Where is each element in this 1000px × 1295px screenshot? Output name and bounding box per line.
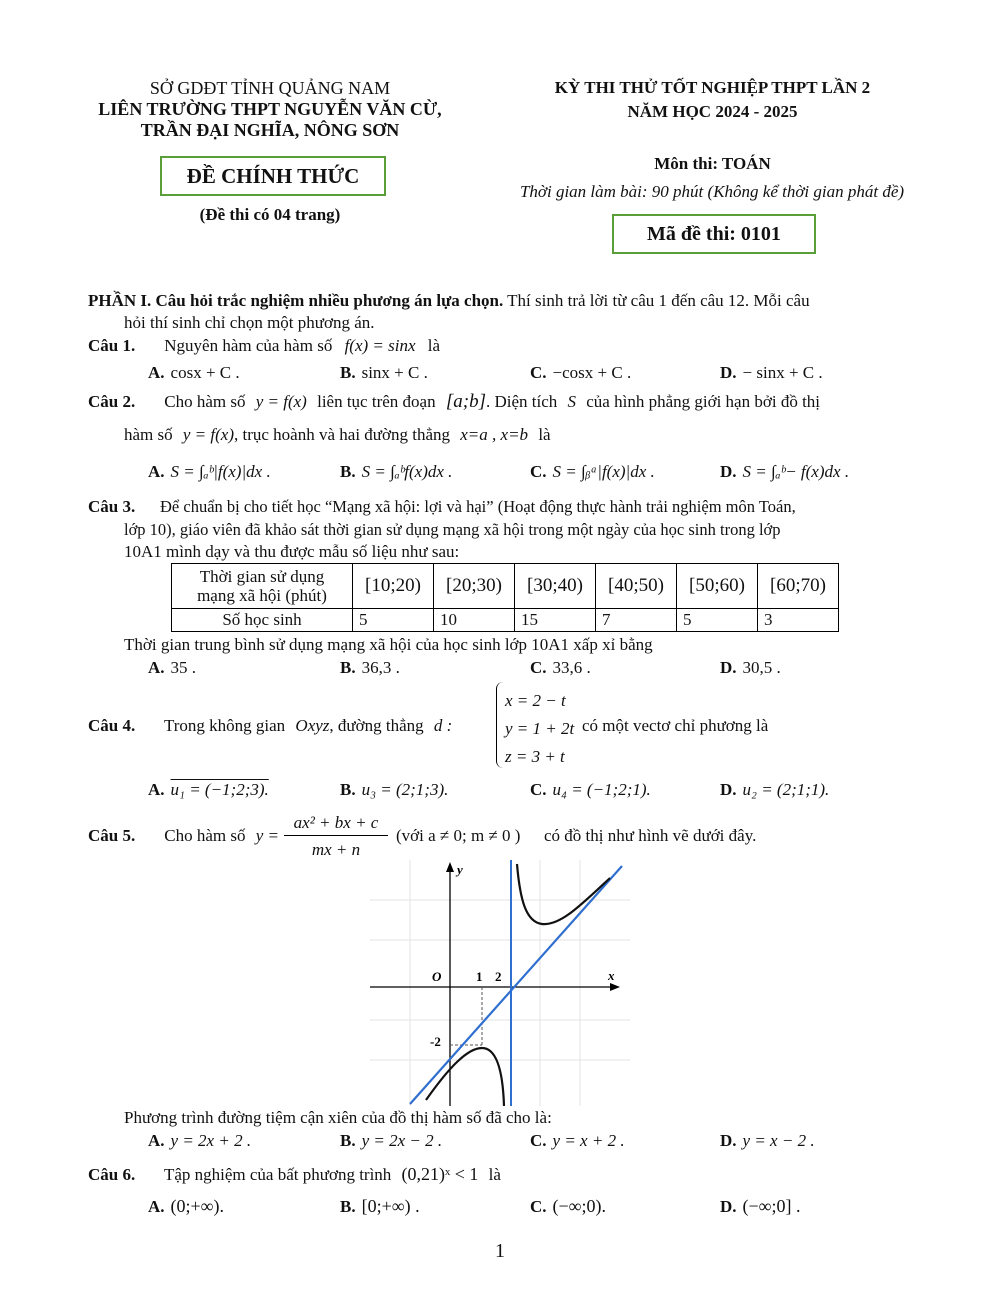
table-count: 15 [515, 609, 596, 632]
q2-s: S [567, 392, 577, 411]
origin-label: O [432, 969, 442, 984]
q2-option-a[interactable]: A. S = ∫ₐᵇ|f(x)|dx . [148, 462, 271, 481]
q1-option-b[interactable]: B. sinx + C . [340, 363, 428, 382]
q5-fraction: ax² + bx + c mx + n [284, 813, 388, 860]
tick-label-2: 2 [495, 969, 502, 984]
q3-option-d[interactable]: D. 30,5 . [720, 658, 781, 677]
guide-lines [450, 987, 482, 1045]
q2-label: Câu 2. [88, 392, 136, 411]
q3-option-a[interactable]: A. 35 . [148, 658, 197, 677]
q4-option-d[interactable]: D. u₂ = (2;1;1). [720, 780, 830, 799]
q1-func: f(x) = sinx [344, 336, 416, 355]
q1-option-a[interactable]: A. cosx + C . [148, 363, 240, 382]
q6-option-a[interactable]: A. (0;+∞). [148, 1196, 225, 1216]
part1-instruction-2: hỏi thí sinh chỉ chọn một phương án. [124, 313, 375, 332]
school-line2: TRẦN ĐẠI NGHĨA, NÔNG SƠN [140, 120, 400, 140]
tick-label-minus2: -2 [430, 1034, 441, 1049]
header-right [490, 78, 935, 122]
y-axis-arrow-icon [446, 862, 454, 872]
tick-label-1: 1 [476, 969, 483, 984]
q5-question: Phương trình đường tiệm cận xiên của đồ thị hàm số đã cho là: [124, 1108, 552, 1127]
q2-option-d[interactable]: D. S = ∫ₐᵇ− f(x)dx . [720, 462, 850, 481]
q5-option-a[interactable]: A. y = 2x + 2 . [148, 1131, 252, 1150]
q5-text-b: có đồ thị như hình vẽ dưới đây. [544, 826, 757, 845]
q3-question: Thời gian trung bình sử dụng mạng xã hội của học sinh lớp 10A1 xấp xỉ bằng [124, 635, 653, 654]
part1-instruction: Thí sinh trả lời từ câu 1 đến câu 12. Mỗi câu [503, 291, 810, 310]
table-interval: [30;40) [515, 564, 596, 609]
q2-text-c: . Diện tích [485, 392, 558, 411]
official-badge: ĐỀ CHÍNH THỨC [160, 156, 386, 196]
school-line1: LIÊN TRƯỜNG THPT NGUYỄN VĂN CỪ, [98, 99, 442, 119]
q4-option-b[interactable]: B. u₃ = (2;1;3). [340, 780, 449, 799]
q4-label: Câu 4. [88, 716, 136, 735]
q5-y: y = [255, 826, 280, 845]
x-axis-arrow-icon [610, 983, 620, 991]
q6-option-b[interactable]: B. [0;+∞) . [340, 1196, 420, 1216]
table-interval: [60;70) [758, 564, 839, 609]
q4-text-a: Trong không gian [163, 716, 286, 735]
q4-d: d : [433, 716, 453, 735]
x-axis-label: x [608, 968, 615, 983]
q1-text: Nguyên hàm của hàm số [164, 336, 333, 355]
exam-code: Mã đề thi: 0101 [612, 214, 816, 254]
q2-option-c[interactable]: C. S = ∫ᵦᵃ|f(x)|dx . [530, 462, 655, 481]
school-year: NĂM HỌC 2024 - 2025 [627, 102, 798, 121]
q2-text-b: liên tục trên đoạn [317, 392, 436, 411]
q2-func: y = f(x) [255, 392, 307, 411]
table-header-time: Thời gian sử dụng mạng xã hội (phút) [172, 564, 353, 609]
q1-option-c[interactable]: C. −cosx + C . [530, 363, 632, 382]
q3-option-c[interactable]: C. 33,6 . [530, 658, 591, 677]
q6-text: Tập nghiệm của bất phương trình [163, 1165, 392, 1184]
pages-note: (Đề thi có 04 trang) [199, 205, 341, 224]
q5-option-d[interactable]: D. y = x − 2 . [720, 1131, 815, 1150]
q3-line3: 10A1 mình dạy và thu được mẫu số liệu như sau: [124, 542, 460, 561]
q1-option-d[interactable]: D. − sinx + C . [720, 363, 823, 382]
part1-title: PHẦN I. Câu hỏi trắc nghiệm nhiều phương án lựa chọn. [88, 291, 504, 310]
frequency-table [171, 563, 839, 632]
q2-option-b[interactable]: B. S = ∫ₐᵇf(x)dx . [340, 462, 453, 481]
q1-tail: là [427, 336, 441, 355]
question-4 [88, 716, 452, 736]
table-count: 10 [434, 609, 515, 632]
q4-brace [496, 682, 503, 768]
q3-line2: lớp 10), giáo viên đã khảo sát thời gian sử dụng mạng xã hội trong một ngày của học sinh trong lớp [124, 520, 781, 539]
table-count: 3 [758, 609, 839, 632]
q6-tail: là [488, 1165, 501, 1184]
table-count: 5 [677, 609, 758, 632]
q1-label: Câu 1. [88, 336, 136, 355]
table-header-count: Số học sinh [172, 609, 353, 632]
q4-text-c: có một vectơ chỉ phương là [582, 716, 769, 735]
department: SỞ GDĐT TỈNH QUẢNG NAM [149, 78, 391, 98]
q5-option-b[interactable]: B. y = 2x − 2 . [340, 1131, 443, 1150]
table-interval: [50;60) [677, 564, 758, 609]
q5-condition: (với a ≠ 0; m ≠ 0 ) [396, 826, 521, 845]
oblique-asymptote [410, 866, 622, 1104]
page-number: 1 [495, 1240, 505, 1262]
question-1 [88, 336, 440, 356]
q6-inequality: (0,21)ˣ < 1 [401, 1164, 479, 1184]
q6-option-c[interactable]: C. (−∞;0). [530, 1196, 607, 1216]
q3-line1: Để chuẩn bị cho tiết học “Mạng xã hội: lợi và hại” (Hoạt động thực hành trải nghiệm môn Toán, [160, 497, 796, 516]
table-count: 7 [596, 609, 677, 632]
table-count: 5 [353, 609, 434, 632]
y-axis-label: y [457, 862, 463, 877]
part1-heading [88, 291, 928, 311]
q6-label: Câu 6. [88, 1165, 136, 1184]
q3-option-b[interactable]: B. 36,3 . [340, 658, 400, 677]
function-graph [370, 860, 630, 1106]
q5-label: Câu 5. [88, 826, 136, 845]
q4-text-b: , đường thẳng [329, 716, 424, 735]
q5-option-c[interactable]: C. y = x + 2 . [530, 1131, 625, 1150]
question-6 [88, 1164, 501, 1185]
question-3 [88, 497, 928, 517]
q5-text-a: Cho hàm số [164, 826, 246, 845]
table-interval: [20;30) [434, 564, 515, 609]
subject: Môn thi: TOÁN [654, 154, 771, 173]
q4-space: Oxyz [295, 716, 330, 735]
q6-option-d[interactable]: D. (−∞;0] . [720, 1196, 801, 1216]
q2-text-d: của hình phẳng giới hạn bởi đồ thị [586, 392, 821, 411]
question-5 [88, 826, 279, 846]
header-left [60, 78, 480, 141]
q2-text-a: Cho hàm số [164, 392, 246, 411]
exam-title: KỲ THI THỬ TỐT NGHIỆP THPT LẦN 2 [554, 78, 871, 97]
q2-line2: hàm số y = f(x), trục hoành và hai đường thẳng x=a , x=b là [124, 425, 551, 444]
question-2 [88, 391, 928, 413]
duration: Thời gian làm bài: 90 phút (Không kể thời gian phát đề) [519, 182, 905, 201]
left-branch [426, 1048, 504, 1106]
q3-label: Câu 3. [88, 497, 136, 516]
q4-option-a[interactable]: A. u₁ = (−1;2;3). [148, 780, 269, 799]
table-interval: [40;50) [596, 564, 677, 609]
q4-option-c[interactable]: C. u₄ = (−1;2;1). [530, 780, 651, 799]
table-interval: [10;20) [353, 564, 434, 609]
q2-interval: [a;b] [445, 391, 486, 412]
q4-system: x = 2 − t y = 1 + 2t z = 3 + t [505, 691, 575, 766]
